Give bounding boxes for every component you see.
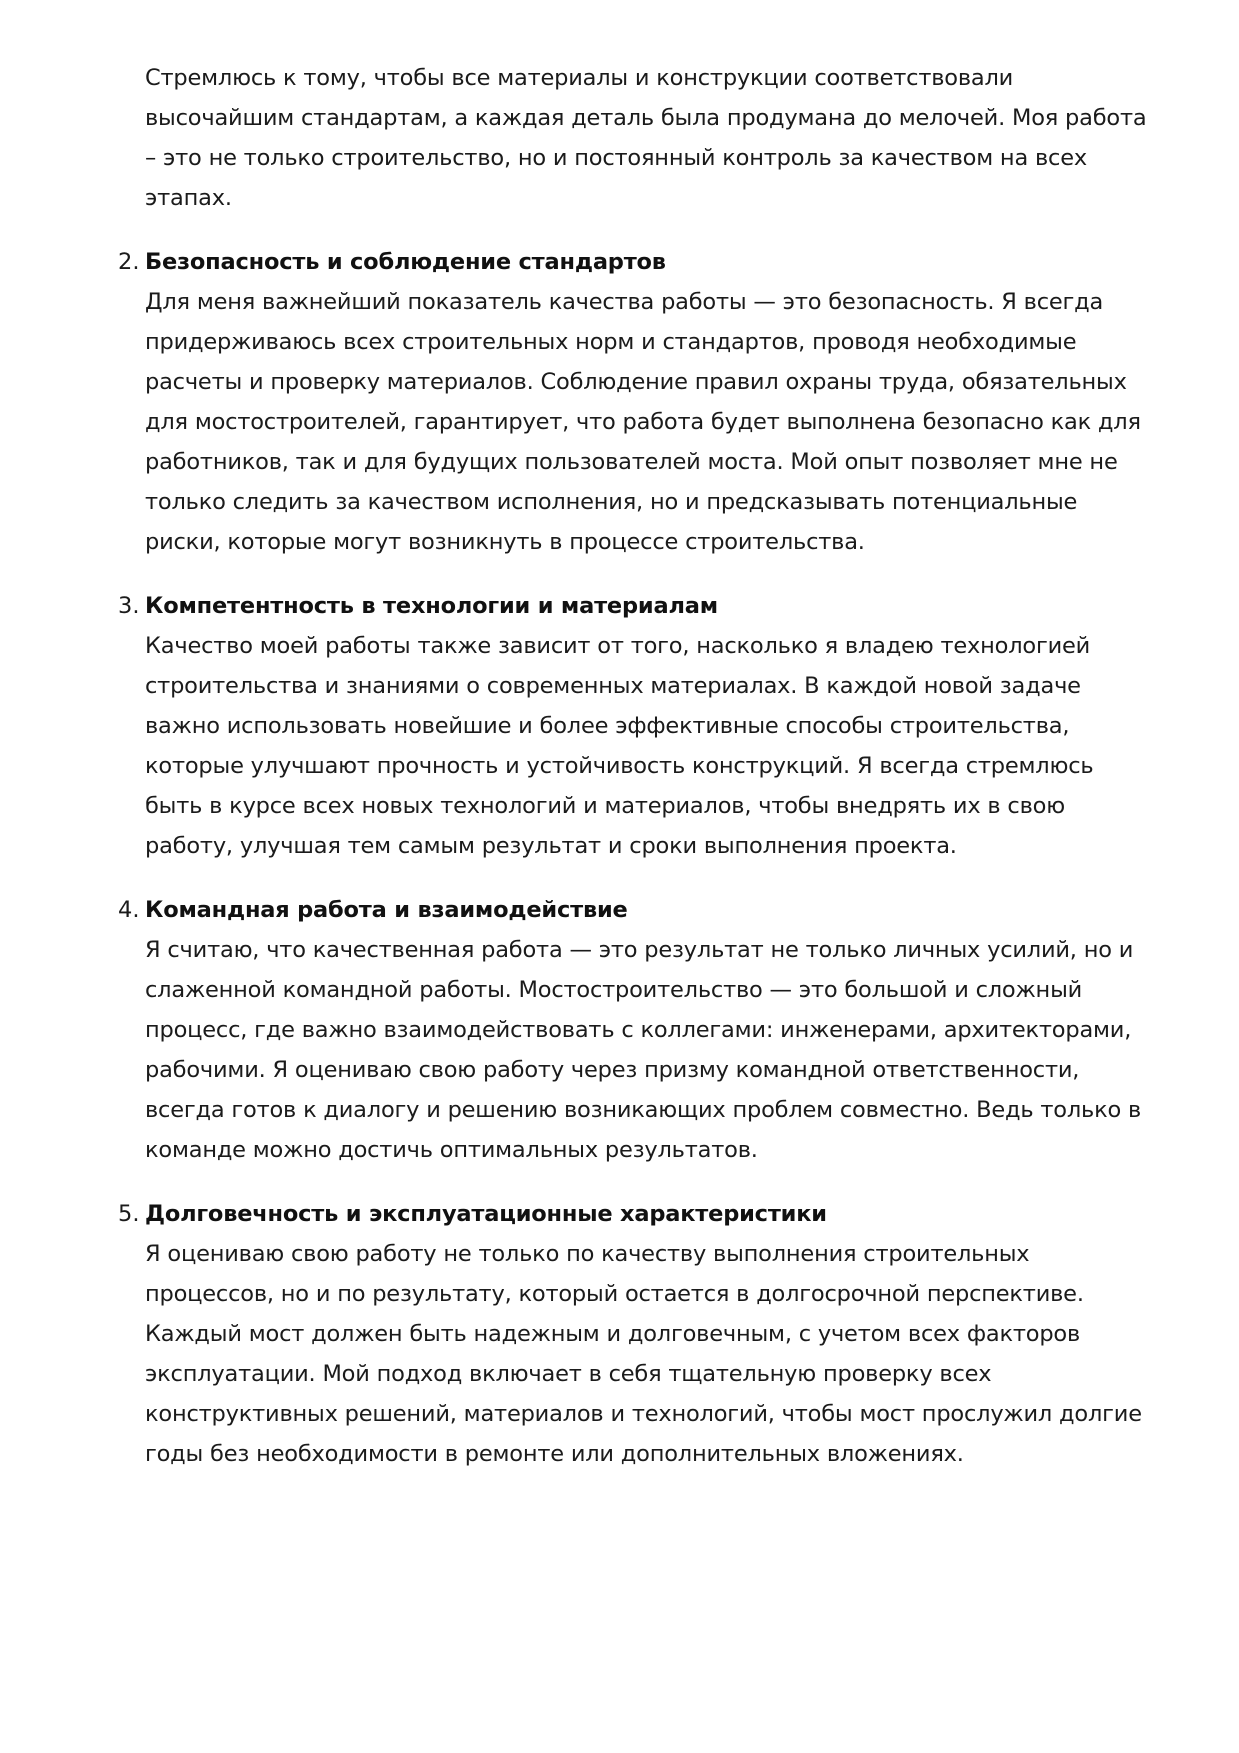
list-item-title: Безопасность и соблюдение стандартов xyxy=(145,249,666,275)
list-item-durability xyxy=(118,1194,1155,1474)
list-item-body: Для меня важнейший показатель качества работы — это безопасность. Я всегда придерживаюсь всех строительных норм и стандартов, проводя необходимые расчеты и проверку материалов. Соблюдение правил охраны труда, обязательных для мостостроителей, гарантирует, что работа будет выполнена безопасно как для работников, так и для будущих пользователей моста. Мой опыт позволяет мне не только следить за качеством исполнения, но и предсказывать потенциальные риски, которые могут возникнуть в процессе строительства. xyxy=(145,289,1141,555)
list-item-teamwork xyxy=(118,890,1155,1170)
list-item-number: 4. xyxy=(118,897,140,923)
list-item-number: 2. xyxy=(118,249,140,275)
list-item-title: Долговечность и эксплуатационные характеристики xyxy=(145,1201,827,1227)
list-item-competence xyxy=(118,586,1155,866)
list-item-body: Я оцениваю свою работу не только по качеству выполнения строительных процессов, но и по результату, который остается в долгосрочной перспективе. Каждый мост должен быть надежным и долговечным, с учетом всех факторов эксплуатации. Мой подход включает в себя тщательную проверку всех конструктивных решений, материалов и технологий, чтобы мост прослужил долгие годы без необходимости в ремонте или дополнительных вложениях. xyxy=(145,1241,1142,1467)
intro-paragraph: Стремлюсь к тому, чтобы все материалы и конструкции соответствовали высочайшим стандартам, а каждая деталь была продумана до мелочей. Моя работа – это не только строительство, но и постоянный контроль за качеством на всех этапах. xyxy=(145,65,1147,211)
document-content xyxy=(118,58,1155,1498)
list-item-number: 5. xyxy=(118,1201,140,1227)
list-item-number: 3. xyxy=(118,593,140,619)
list-item-safety xyxy=(118,242,1155,562)
list-item-title: Командная работа и взаимодействие xyxy=(145,897,628,923)
list-item-body: Качество моей работы также зависит от того, насколько я владею технологией строительства и знаниями о современных материалах. В каждой новой задаче важно использовать новейшие и более эффективные способы строительства, которые улучшают прочность и устойчивость конструкций. Я всегда стремлюсь быть в курсе всех новых технологий и материалов, чтобы внедрять их в свою работу, улучшая тем самым результат и сроки выполнения проекта. xyxy=(145,633,1094,859)
list-item-title: Компетентность в технологии и материалам xyxy=(145,593,718,619)
list-item-body: Я считаю, что качественная работа — это результат не только личных усилий, но и слаженной командной работы. Мостостроительство — это большой и сложный процесс, где важно взаимодействовать с коллегами: инженерами, архитекторами, рабочими. Я оцениваю свою работу через призму командной ответственности, всегда готов к диалогу и решению возникающих проблем совместно. Ведь только в команде можно достичь оптимальных результатов. xyxy=(145,937,1142,1163)
